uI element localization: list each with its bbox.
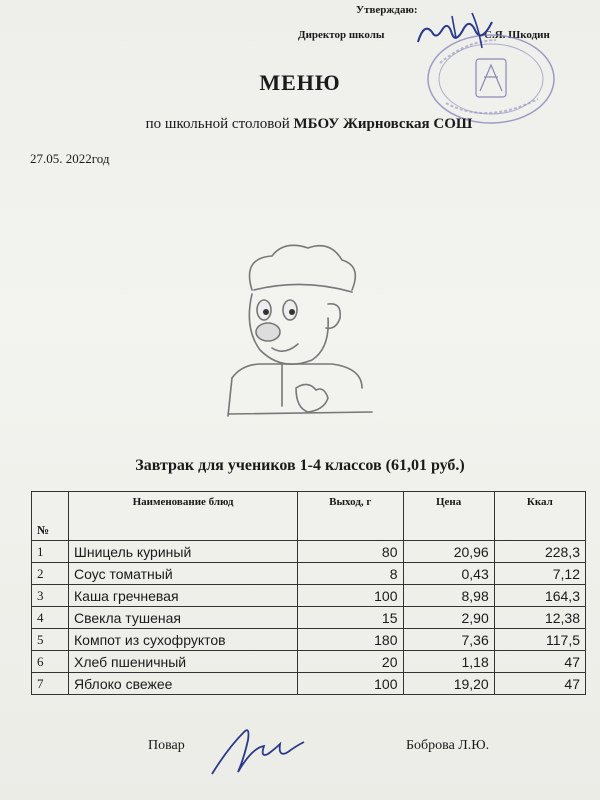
table-row — [32, 585, 586, 607]
meal-title: Завтрак для учеников 1-4 классов (61,01 руб.) — [135, 457, 465, 474]
dish-kcal: 47 — [494, 673, 585, 695]
dish-name: Яблоко свежее — [69, 673, 298, 695]
page-title: МЕНЮ — [259, 70, 341, 95]
dish-name: Свекла тушеная — [69, 607, 298, 629]
dish-weight: 100 — [298, 673, 404, 695]
table-row — [32, 607, 586, 629]
cook-signature-icon — [208, 718, 308, 780]
chef-illustration-icon — [212, 238, 392, 428]
table-row — [32, 673, 586, 695]
dish-weight: 20 — [298, 651, 404, 673]
row-num: 1 — [32, 541, 69, 563]
dish-kcal: 117,5 — [494, 629, 585, 651]
row-num: 7 — [32, 673, 69, 695]
header-price: Цена — [403, 492, 494, 541]
cook-name: Боброва Л.Ю. — [406, 738, 490, 753]
dish-name: Шницель куриный — [69, 541, 298, 563]
dish-kcal: 164,3 — [494, 585, 585, 607]
header-num: № — [32, 492, 69, 541]
dish-price: 7,36 — [403, 629, 494, 651]
dish-name: Каша гречневая — [69, 585, 298, 607]
director-name: С.Я. Шкодин — [484, 29, 550, 41]
director-signature-icon — [412, 8, 502, 58]
header-dish: Наименование блюд — [69, 492, 298, 541]
table-row — [32, 651, 586, 673]
dish-price: 19,20 — [403, 673, 494, 695]
row-num: 6 — [32, 651, 69, 673]
dish-kcal: 228,3 — [494, 541, 585, 563]
header-weight: Выход, г — [298, 492, 404, 541]
table-header-row — [32, 492, 586, 541]
dish-kcal: 7,12 — [494, 563, 585, 585]
row-num: 4 — [32, 607, 69, 629]
dish-price: 2,90 — [403, 607, 494, 629]
table-row — [32, 541, 586, 563]
dish-kcal: 47 — [494, 651, 585, 673]
dish-price: 20,96 — [403, 541, 494, 563]
subtitle — [0, 116, 600, 133]
row-num: 5 — [32, 629, 69, 651]
header-kcal: Ккал — [494, 492, 585, 541]
row-num: 2 — [32, 563, 69, 585]
dish-weight: 15 — [298, 607, 404, 629]
dish-price: 8,98 — [403, 585, 494, 607]
dish-name: Компот из сухофруктов — [69, 629, 298, 651]
dish-price: 0,43 — [403, 563, 494, 585]
dish-price: 1,18 — [403, 651, 494, 673]
subtitle-prefix: по школьной столовой — [145, 116, 290, 132]
dish-name: Хлеб пшеничный — [69, 651, 298, 673]
table-row — [32, 563, 586, 585]
dish-weight: 100 — [298, 585, 404, 607]
table-row — [32, 629, 586, 651]
menu-date: 27.05. 2022год — [30, 151, 110, 166]
dish-weight: 8 — [298, 563, 404, 585]
dish-kcal: 12,38 — [494, 607, 585, 629]
school-name: МБОУ Жирновская СОШ — [293, 116, 473, 132]
dish-name: Соус томатный — [69, 563, 298, 585]
cook-label: Повар — [148, 738, 185, 753]
menu-table — [31, 491, 586, 695]
director-label: Директор школы — [298, 29, 385, 41]
row-num: 3 — [32, 585, 69, 607]
approve-label: Утверждаю: — [356, 4, 418, 16]
dish-weight: 80 — [298, 541, 404, 563]
dish-weight: 180 — [298, 629, 404, 651]
